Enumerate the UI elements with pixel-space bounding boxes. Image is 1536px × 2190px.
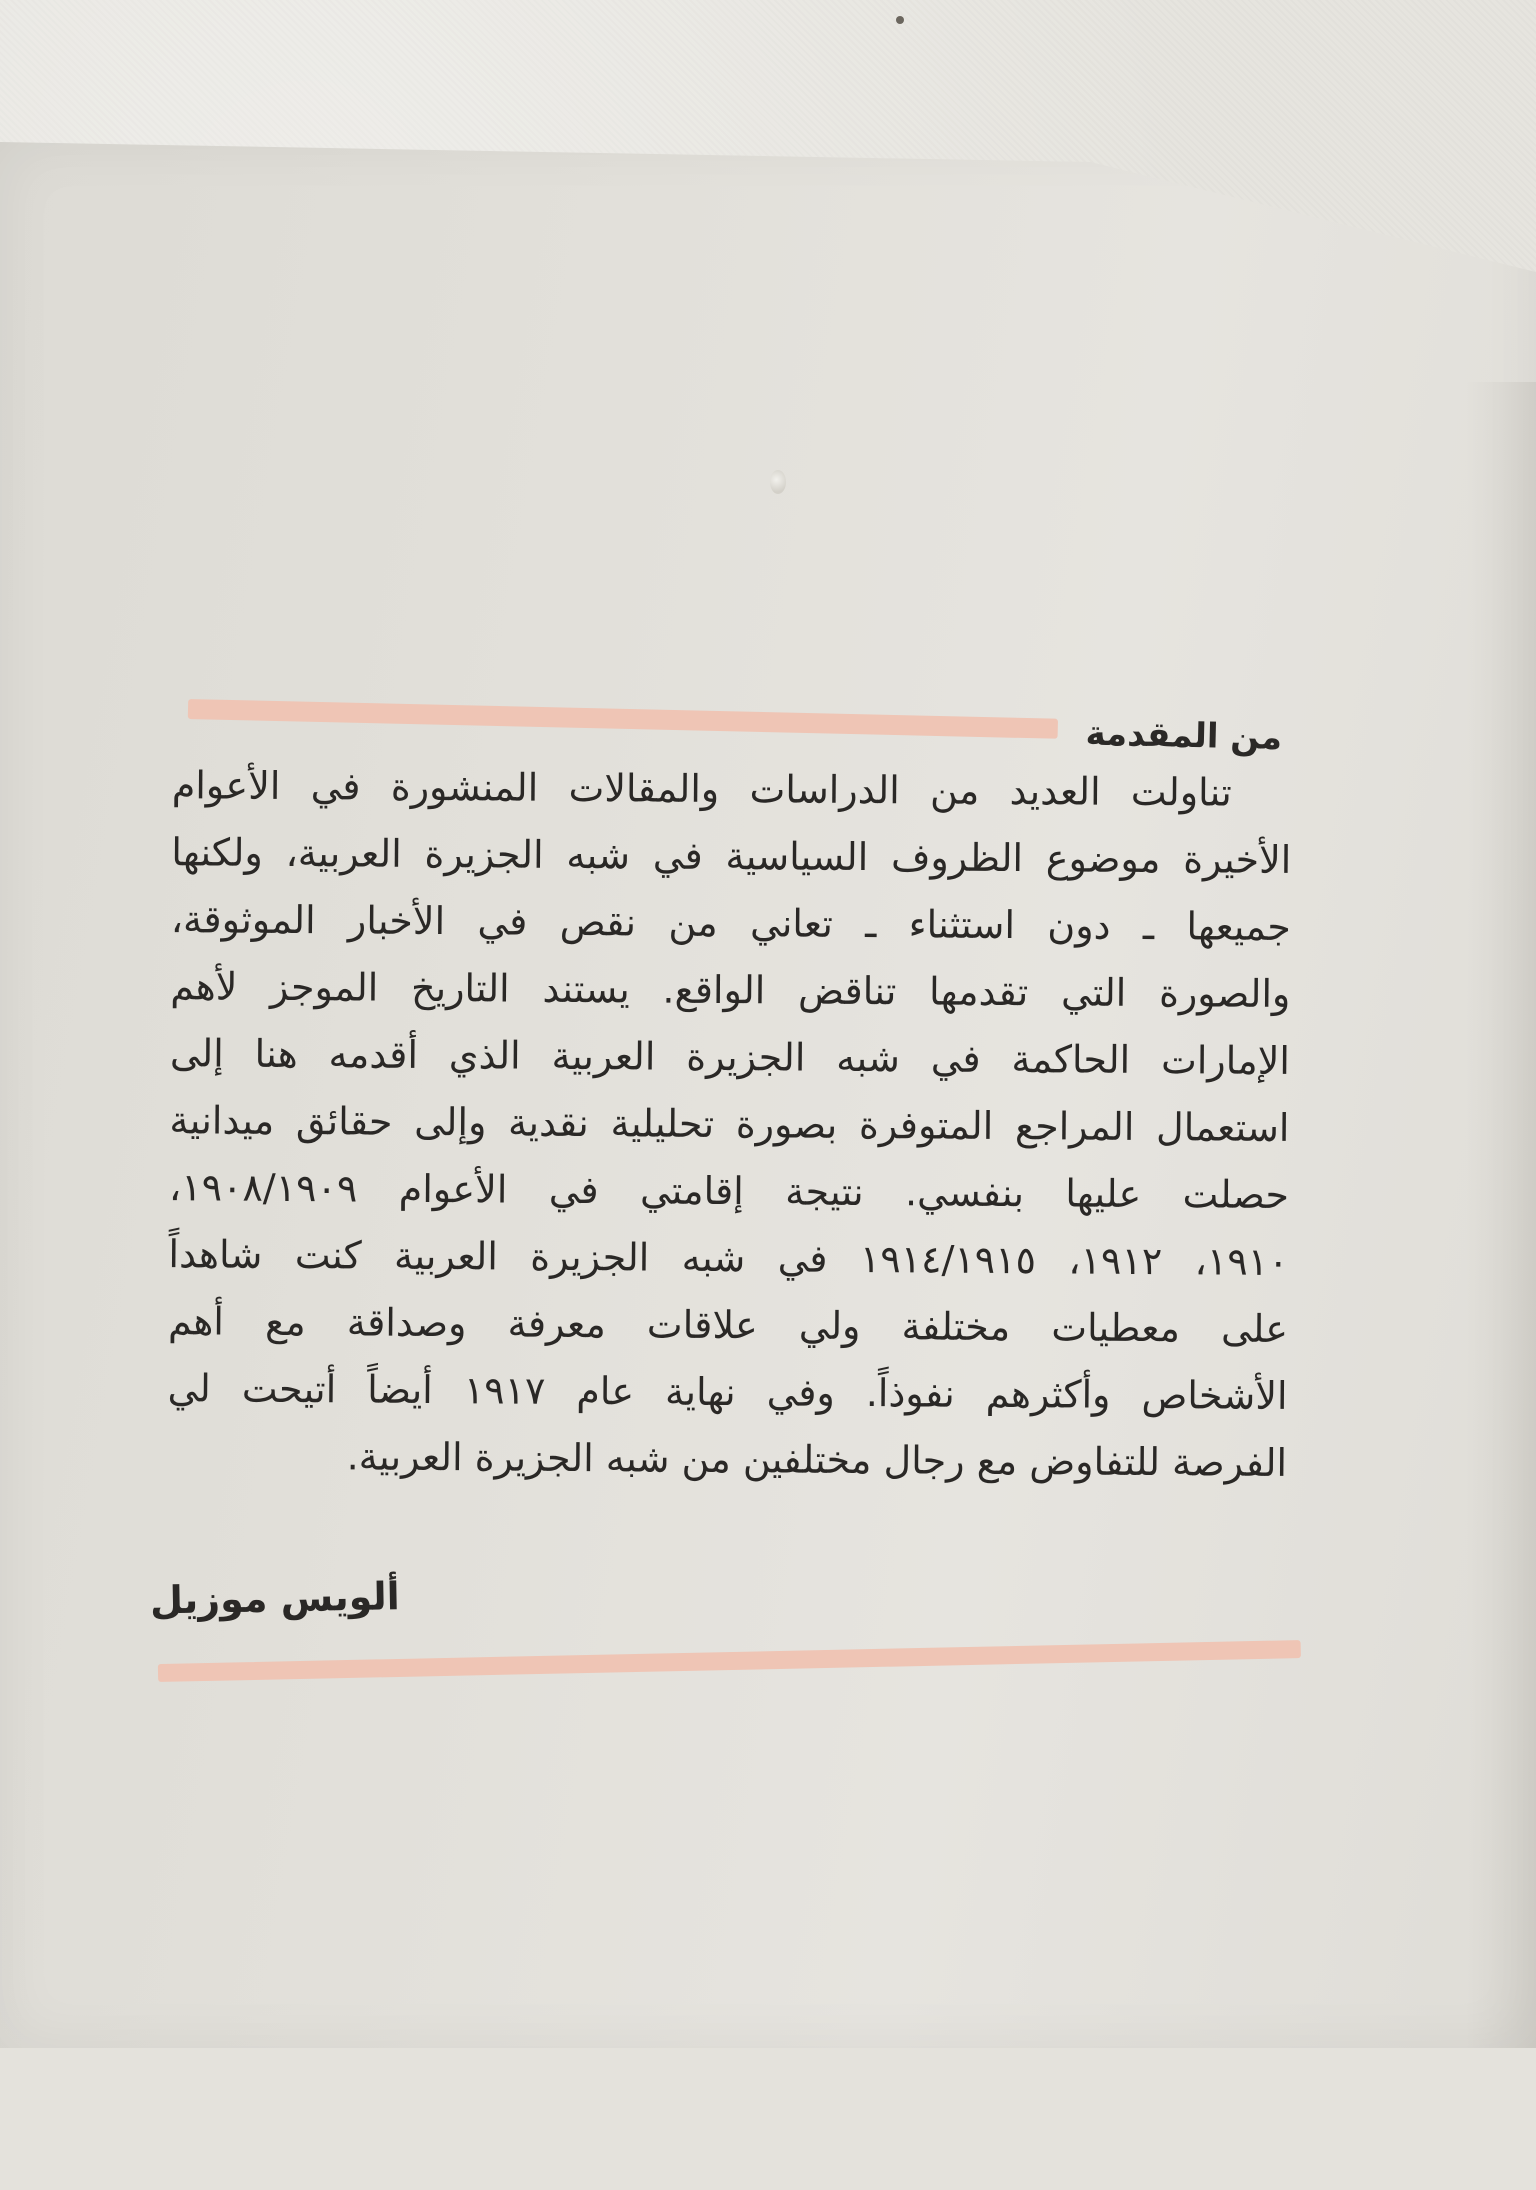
author-signature: ألويس موزيل — [149, 1574, 401, 1623]
paragraph-line: الأشخاص وأكثرهم نفوذاً. وفي نهاية عام ١٩١٧ أيضاً أتيحت لي — [167, 1366, 1288, 1418]
paragraph-line: والصورة التي تقدمها تناقض الواقع. يستند التاريخ الموجز لأهم — [170, 964, 1291, 1016]
paragraph-line: على معطيات مختلفة ولي علاقات معرفة وصداقة مع أهم — [167, 1299, 1289, 1351]
paragraph-line: الأخيرة موضوع الظروف السياسية في شبه الجزيرة العربية، ولكنها — [171, 830, 1292, 882]
section-heading: من المقدمة — [1085, 713, 1283, 758]
paragraph-line: استعمال المراجع المتوفرة بصورة تحليلية نقدية وإلى حقائق ميدانية — [169, 1098, 1290, 1150]
cover-dent — [770, 470, 786, 494]
background-speck — [896, 16, 904, 24]
paragraph-line: جميعها ـ دون استثناء ـ تعاني من نقص في الأخبار الموثوقة، — [170, 897, 1291, 949]
paragraph-line: ١٩١٠، ١٩١٢، ١٩١٤/١٩١٥ في شبه الجزيرة العربية كنت شاهداً — [168, 1232, 1289, 1284]
cover-edge-shadow — [1466, 382, 1536, 2190]
paragraph-line: الإمارات الحاكمة في شبه الجزيرة العربية الذي أقدمه هنا إلى — [169, 1031, 1291, 1083]
paragraph-line: حصلت عليها بنفسي. نتيجة إقامتي في الأعوام ١٩٠٨/١٩٠٩، — [168, 1165, 1290, 1217]
introduction-paragraph — [167, 752, 1292, 1497]
paragraph-line: الفرصة للتفاوض مع رجال مختلفين من شبه الجزيرة العربية. — [346, 1434, 1288, 1485]
paragraph-line: تناولت العديد من الدراسات والمقالات المنشورة في الأعوام — [171, 763, 1232, 815]
